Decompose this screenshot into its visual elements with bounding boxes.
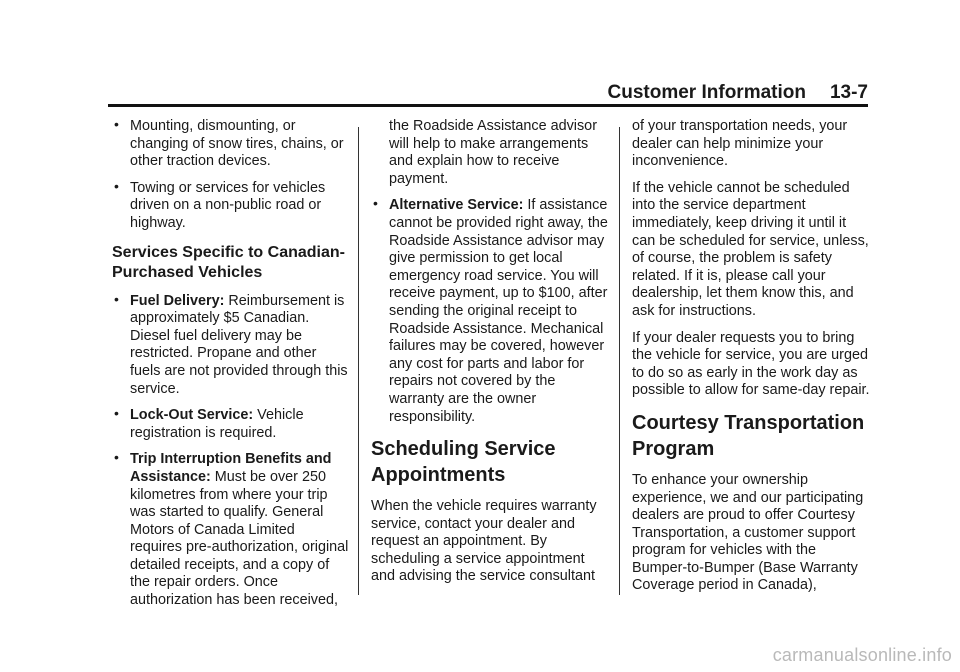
header-rule bbox=[108, 104, 868, 107]
bullet-icon: • bbox=[114, 116, 119, 132]
bullet-icon: • bbox=[373, 195, 378, 212]
page-header bbox=[108, 80, 868, 106]
column-3 bbox=[632, 118, 872, 604]
paragraph: If your dealer requests you to bring the vehicle for service, you are urged to do so as early in the work day as possible to allow for same-day repair. bbox=[632, 329, 870, 399]
section-heading: Scheduling Service Appointments bbox=[371, 438, 556, 487]
page-number: 13-7 bbox=[829, 82, 868, 103]
list-item: • Lock-Out Service: Vehicle registration is required. bbox=[114, 405, 304, 441]
bullet-icon: • bbox=[114, 290, 119, 307]
list-item: • Towing or services for vehicles driven on a non-public road or highway. bbox=[114, 177, 326, 231]
column-2 bbox=[371, 118, 611, 595]
list-item: • Mounting, dismounting, or changing of snow tires, chains, or other traction devices. bbox=[114, 116, 344, 170]
list-item: • Trip Interruption Benefits and Assistance: Must be over 250 kilometres from where your trip was started to qualify. General Motors of Canada Limited requires pre-authorization, original detailed receipts, and a copy of the repair orders. Once authorization has been received, bbox=[114, 449, 349, 609]
list-item: • Fuel Delivery: Reimbursement is approximately $5 Canadian. Diesel fuel delivery may be restricted. Propane and other fuels are not provided through this service. bbox=[114, 290, 348, 397]
section-heading: Courtesy Transportation Program bbox=[632, 411, 865, 460]
watermark: carmanualsonline.info bbox=[772, 645, 952, 665]
section-heading: Services Specific to Canadian-Purchased Vehicles bbox=[112, 243, 345, 281]
paragraph: To enhance your ownership experience, we and our participating dealers are proud to offer Courtesy Transportation, a customer support program for vehicles with the Bumper-to-Bumper (Base Warranty Coverage period in Canada), bbox=[632, 471, 864, 594]
section-title: Customer Information bbox=[607, 82, 806, 103]
bullet-icon: • bbox=[114, 177, 119, 194]
column-1 bbox=[112, 118, 350, 619]
paragraph: of your transportation needs, your dealer can help minimize your inconvenience. bbox=[632, 118, 848, 170]
paragraph: When the vehicle requires warranty service, contact your dealer and request an appointment. By scheduling a service appointment and advising the service consultant bbox=[371, 498, 597, 585]
paragraph: If the vehicle cannot be scheduled into the service department immediately, keep driving it until it can be scheduled for service, unless, of course, the problem is safety related. If it is, please call your dealership, let them know this, and ask for instructions. bbox=[632, 179, 869, 319]
list-item: • Alternative Service: If assistance cannot be provided right away, the Roadside Assistance advisor may give permission to get local emergency road service. You will receive payment, up to $100, after sending the original receipt to Roadside Assistance. Mechanical failures may be covered, however any cost for parts and labor for repairs not covered by the warranty are the owner responsibility. bbox=[373, 195, 608, 425]
bullet-icon: • bbox=[114, 449, 119, 466]
list-item-continued: the Roadside Assistance advisor will help to make arrangements and explain how to receive payment. bbox=[389, 118, 597, 187]
column-divider bbox=[358, 127, 359, 595]
column-divider bbox=[619, 127, 620, 595]
bullet-icon: • bbox=[114, 405, 119, 422]
